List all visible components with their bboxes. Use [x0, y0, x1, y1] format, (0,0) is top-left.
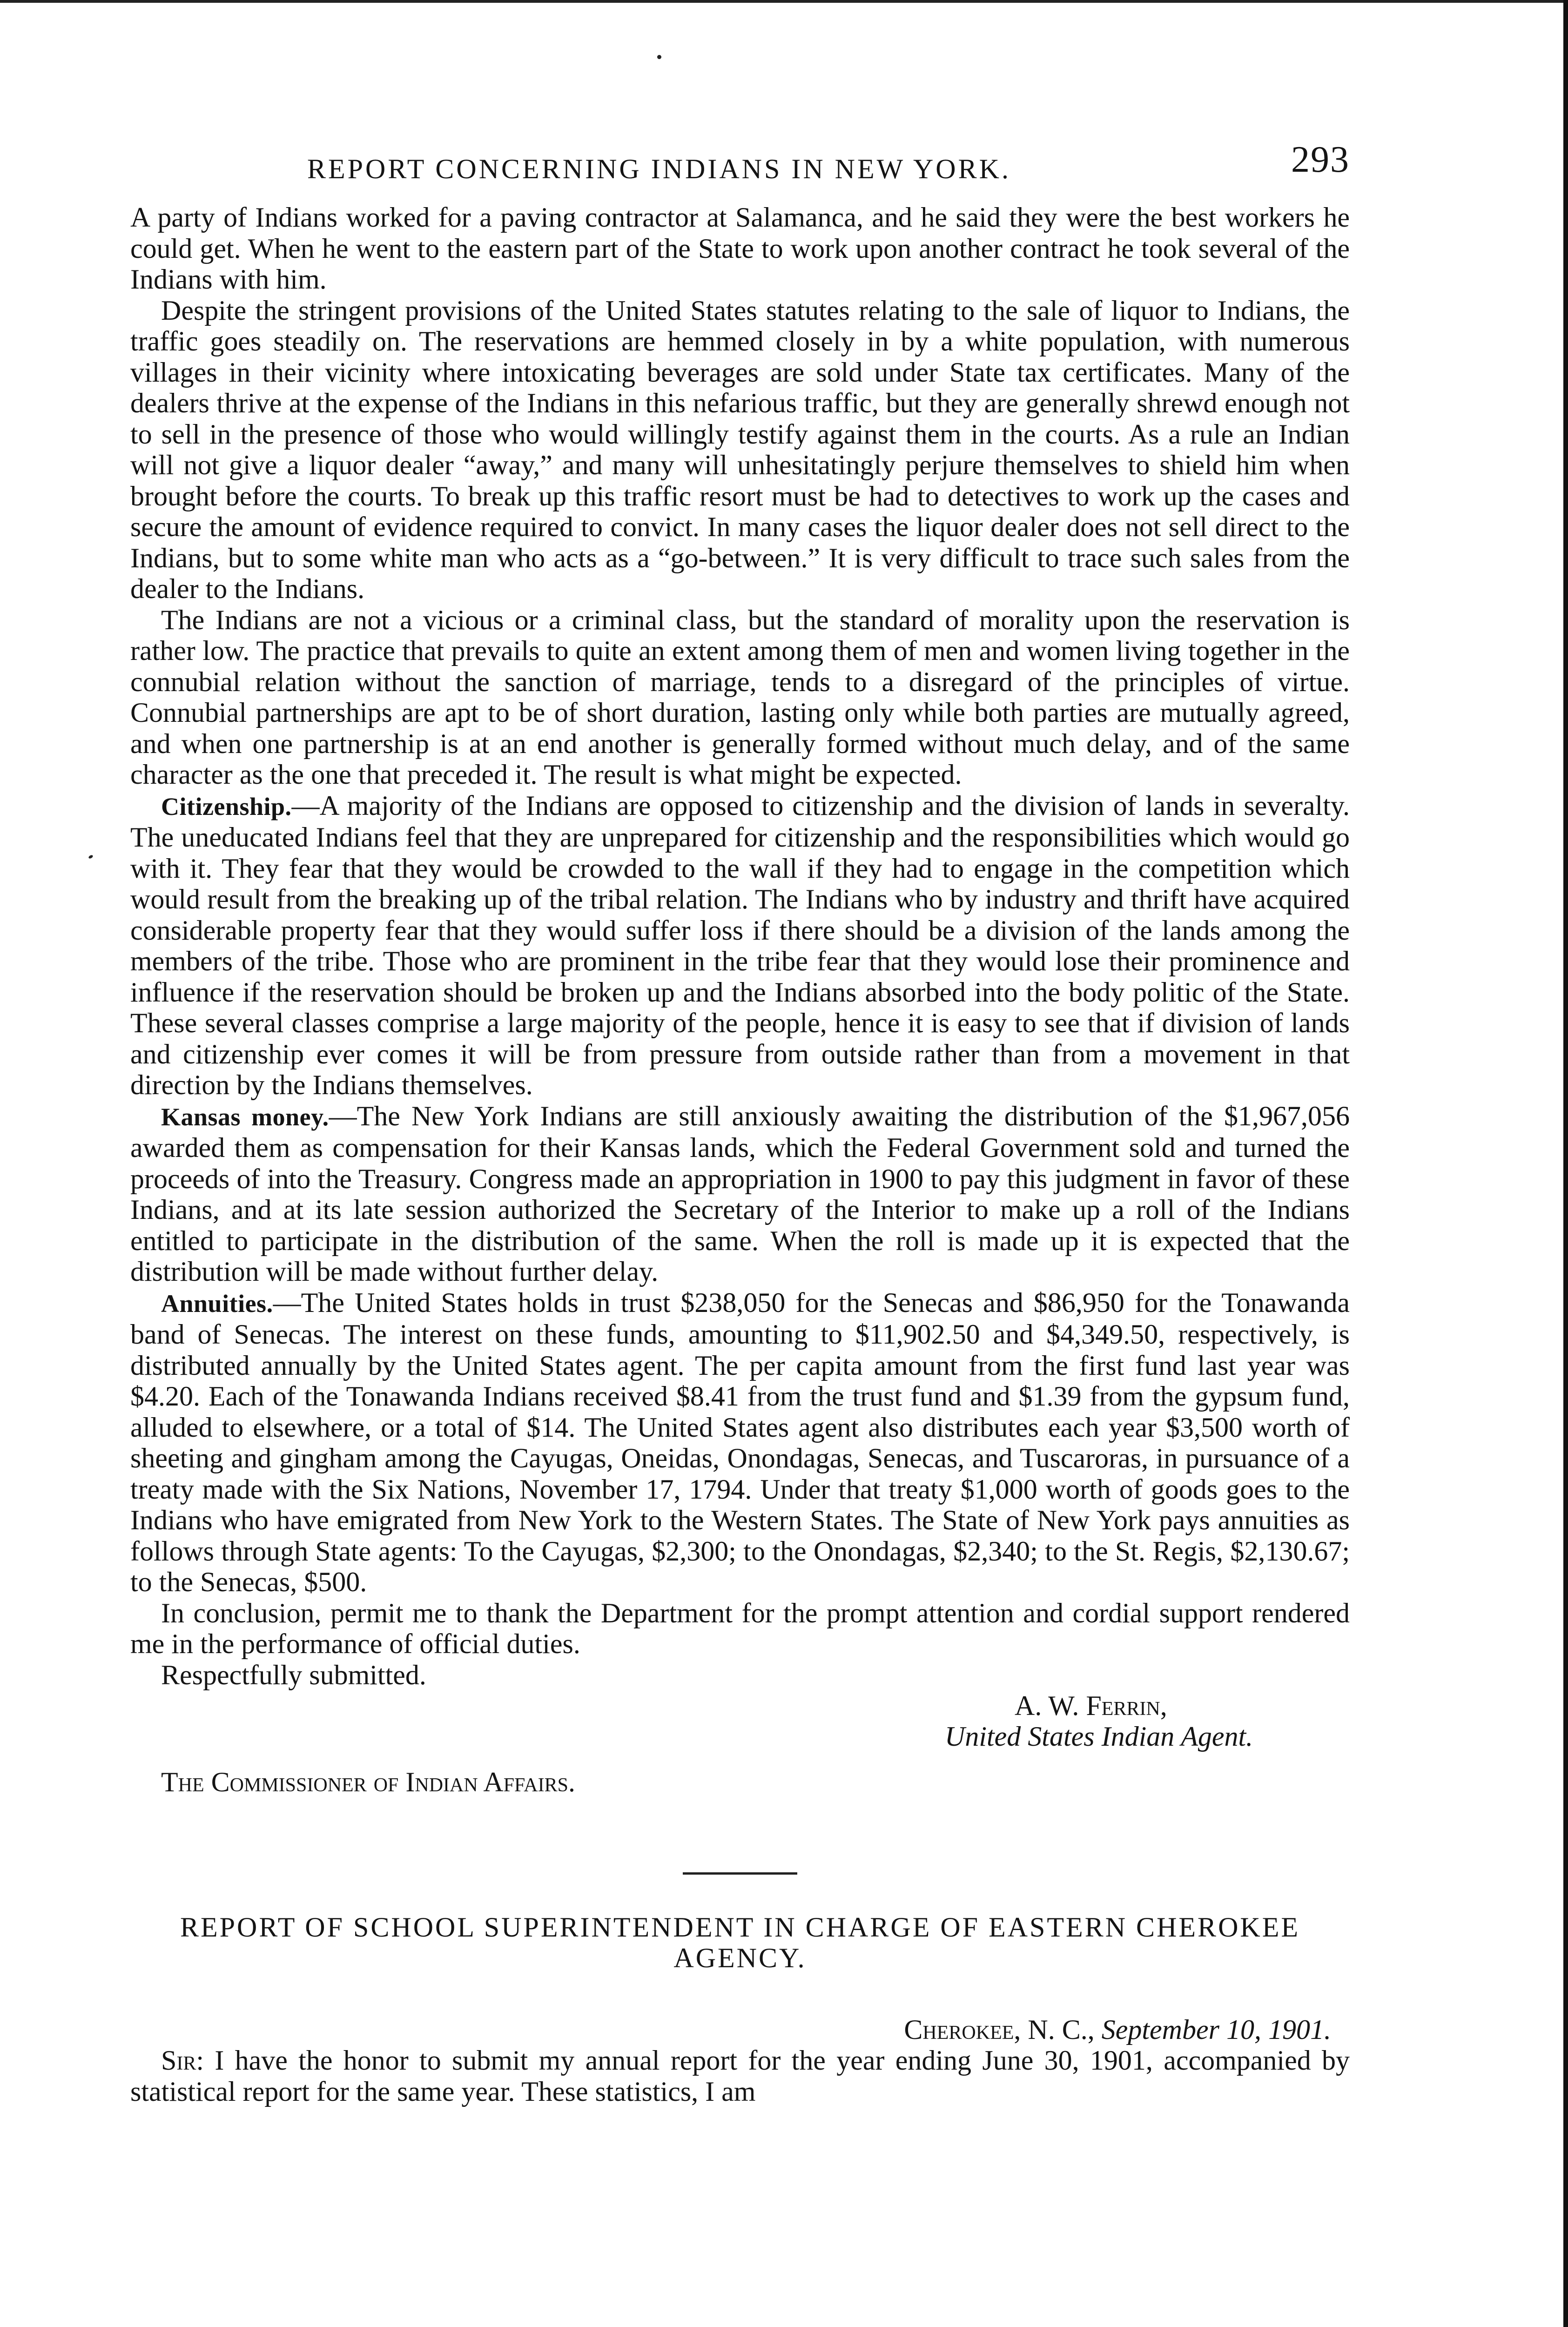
paragraph-kansas-money [130, 1101, 1350, 1287]
paragraph-annuities [130, 1287, 1350, 1598]
kansas-money-text: —The New York Indians are still anxiously awaiting the distribution of the $1,967,056 awarded them as compensation for their Kansas lands, which the Federal Government sold and turned the proceeds of into the Treasury. Congress made an appropriation in 1900 to pay this judgment in favor of these Indians, and at its late session authorized the Secretary of the Interior to make up a roll of the Indians entitled to participate in the distribution of the same. When the roll is made up it is expected that the distribution will be made without further delay. [130, 1100, 1350, 1287]
paragraph-citizenship [130, 790, 1350, 1101]
paragraph-paving-contractor: A party of Indians worked for a paving contractor at Salamanca, and he said they were the best workers he could get. When he went to the eastern part of the State to work upon another contract he took several of the Indians with him. [130, 202, 1350, 295]
signature-name: A. W. Ferrin, [1015, 1690, 1167, 1721]
report-opening-text: I have the honor to submit my annual report for the year ending June 30, 1901, accompanied by statistical report for the same year. These statistics, I am [130, 2045, 1350, 2107]
scan-speck [88, 854, 94, 859]
closing-line: Respectfully submitted. [161, 1659, 426, 1690]
section-title: REPORT OF SCHOOL SUPERINTENDENT IN CHARGE OF EASTERN CHEROKEE AGENCY. [180, 1911, 1300, 1973]
citizenship-text: —A majority of the Indians are opposed to citizenship and the division of lands in severalty. The uneducated Indians feel that they are unprepared for citizenship and the responsibilities which would go with it. They fear that they would be crowded to the wall if they had to engage in the competition which would result from the breaking up of the tribal relation. The Indians who by industry and thrift have acquired considerable property fear that they would suffer loss if there should be a division of the lands among the members of the tribe. Those who are prominent in the tribe fear that they would lose their prominence and influence if the reservation should be broken up and the Indians absorbed into the body politic of the State. These several classes comprise a large majority of the people, hence it is easy to see that if division of lands and citizenship ever comes it will be from pressure from outside rather than from a movement in that direction by the Indians themselves. [130, 790, 1350, 1100]
scan-right-edge [1563, 0, 1568, 2327]
signature-title: United States Indian Agent. [945, 1721, 1253, 1752]
document-page [130, 140, 1350, 2107]
running-title: REPORT CONCERNING INDIANS IN NEW YORK. [307, 154, 1011, 184]
salutation: Sir: [161, 2045, 204, 2076]
scan-top-edge [0, 0, 1568, 3]
page-number: 293 [1291, 139, 1350, 180]
signature-block [130, 1690, 1350, 1760]
kansas-money-heading: Kansas money. [161, 1103, 329, 1131]
citizenship-heading: Citizenship. [161, 792, 292, 821]
paragraph-liquor-traffic: Despite the stringent provisions of the United States statutes relating to the sale of liquor to Indians, the traffic goes steadily on. The reservations are hemmed closely in by a white population, with numerous villages in their vicinity where intoxicating beverages are sold under State tax certificates. Many of the dealers thrive at the expense of the Indians in this nefarious traffic, but they are generally shrewd enough not to sell in the presence of those who would willingly testify against them in the courts. As a rule an Indian will not give a liquor dealer “away,” and many will unhesitatingly perjure themselves to shield him when brought before the courts. To break up this traffic resort must be had to detectives to work up the cases and secure the amount of evidence required to convict. In many cases the liquor dealer does not sell direct to the Indians, but to some white man who acts as a “go-between.” It is very difficult to trace such sales from the dealer to the Indians. [130, 295, 1350, 604]
addressee: The Commissioner of Indian Affairs. [161, 1767, 575, 1797]
section-divider [683, 1872, 797, 1875]
dateline [130, 2014, 1350, 2045]
annuities-heading: Annuities. [161, 1289, 273, 1318]
paragraph-morality: The Indians are not a vicious or a criminal class, but the standard of morality upon the reservation is rather low. The practice that prevails to quite an extent among them of men and women living together in the connubial relation without the sanction of marriage, tends to a disregard of the principles of virtue. Connubial partnerships are apt to be of short duration, lasting only while both parties are mutually agreed, and when one partnership is at an end another is generally formed without much delay, and of the same character as the one that preceded it. The result is what might be expected. [130, 604, 1350, 790]
annuities-text: —The United States holds in trust $238,050 for the Senecas and $86,950 for the Tonawanda band of Senecas. The interest on these funds, amounting to $11,902.50 and $4,349.50, respectively, is distributed annually by the United States agent. The per capita amount from the first fund last year was $4.20. Each of the Tonawanda Indians received $8.41 from the trust fund and $1.39 from the gypsum fund, alluded to elsewhere, or a total of $14. The United States agent also distributes each year $3,500 worth of sheeting and gingham among the Cayugas, Oneidas, Onondagas, Senecas, and Tuscaroras, in pursuance of a treaty made with the Six Nations, November 17, 1794. Under that treaty $1,000 worth of goods goes to the Indians who have emigrated from New York to the Western States. The State of New York pays annuities as follows through State agents: To the Cayugas, $2,300; to the Onondagas, $2,340; to the St. Regis, $2,130.67; to the Senecas, $500. [130, 1287, 1350, 1597]
paragraph-conclusion: In conclusion, permit me to thank the Department for the prompt attention and cordial support rendered me in the performance of official duties. [130, 1597, 1350, 1659]
paragraph-report-opening [130, 2045, 1350, 2107]
dateline-place: Cherokee, N. C., [904, 2014, 1095, 2045]
running-header [130, 140, 1350, 191]
dateline-date: September 10, 1901. [1101, 2014, 1331, 2045]
scan-speck [657, 55, 661, 59]
